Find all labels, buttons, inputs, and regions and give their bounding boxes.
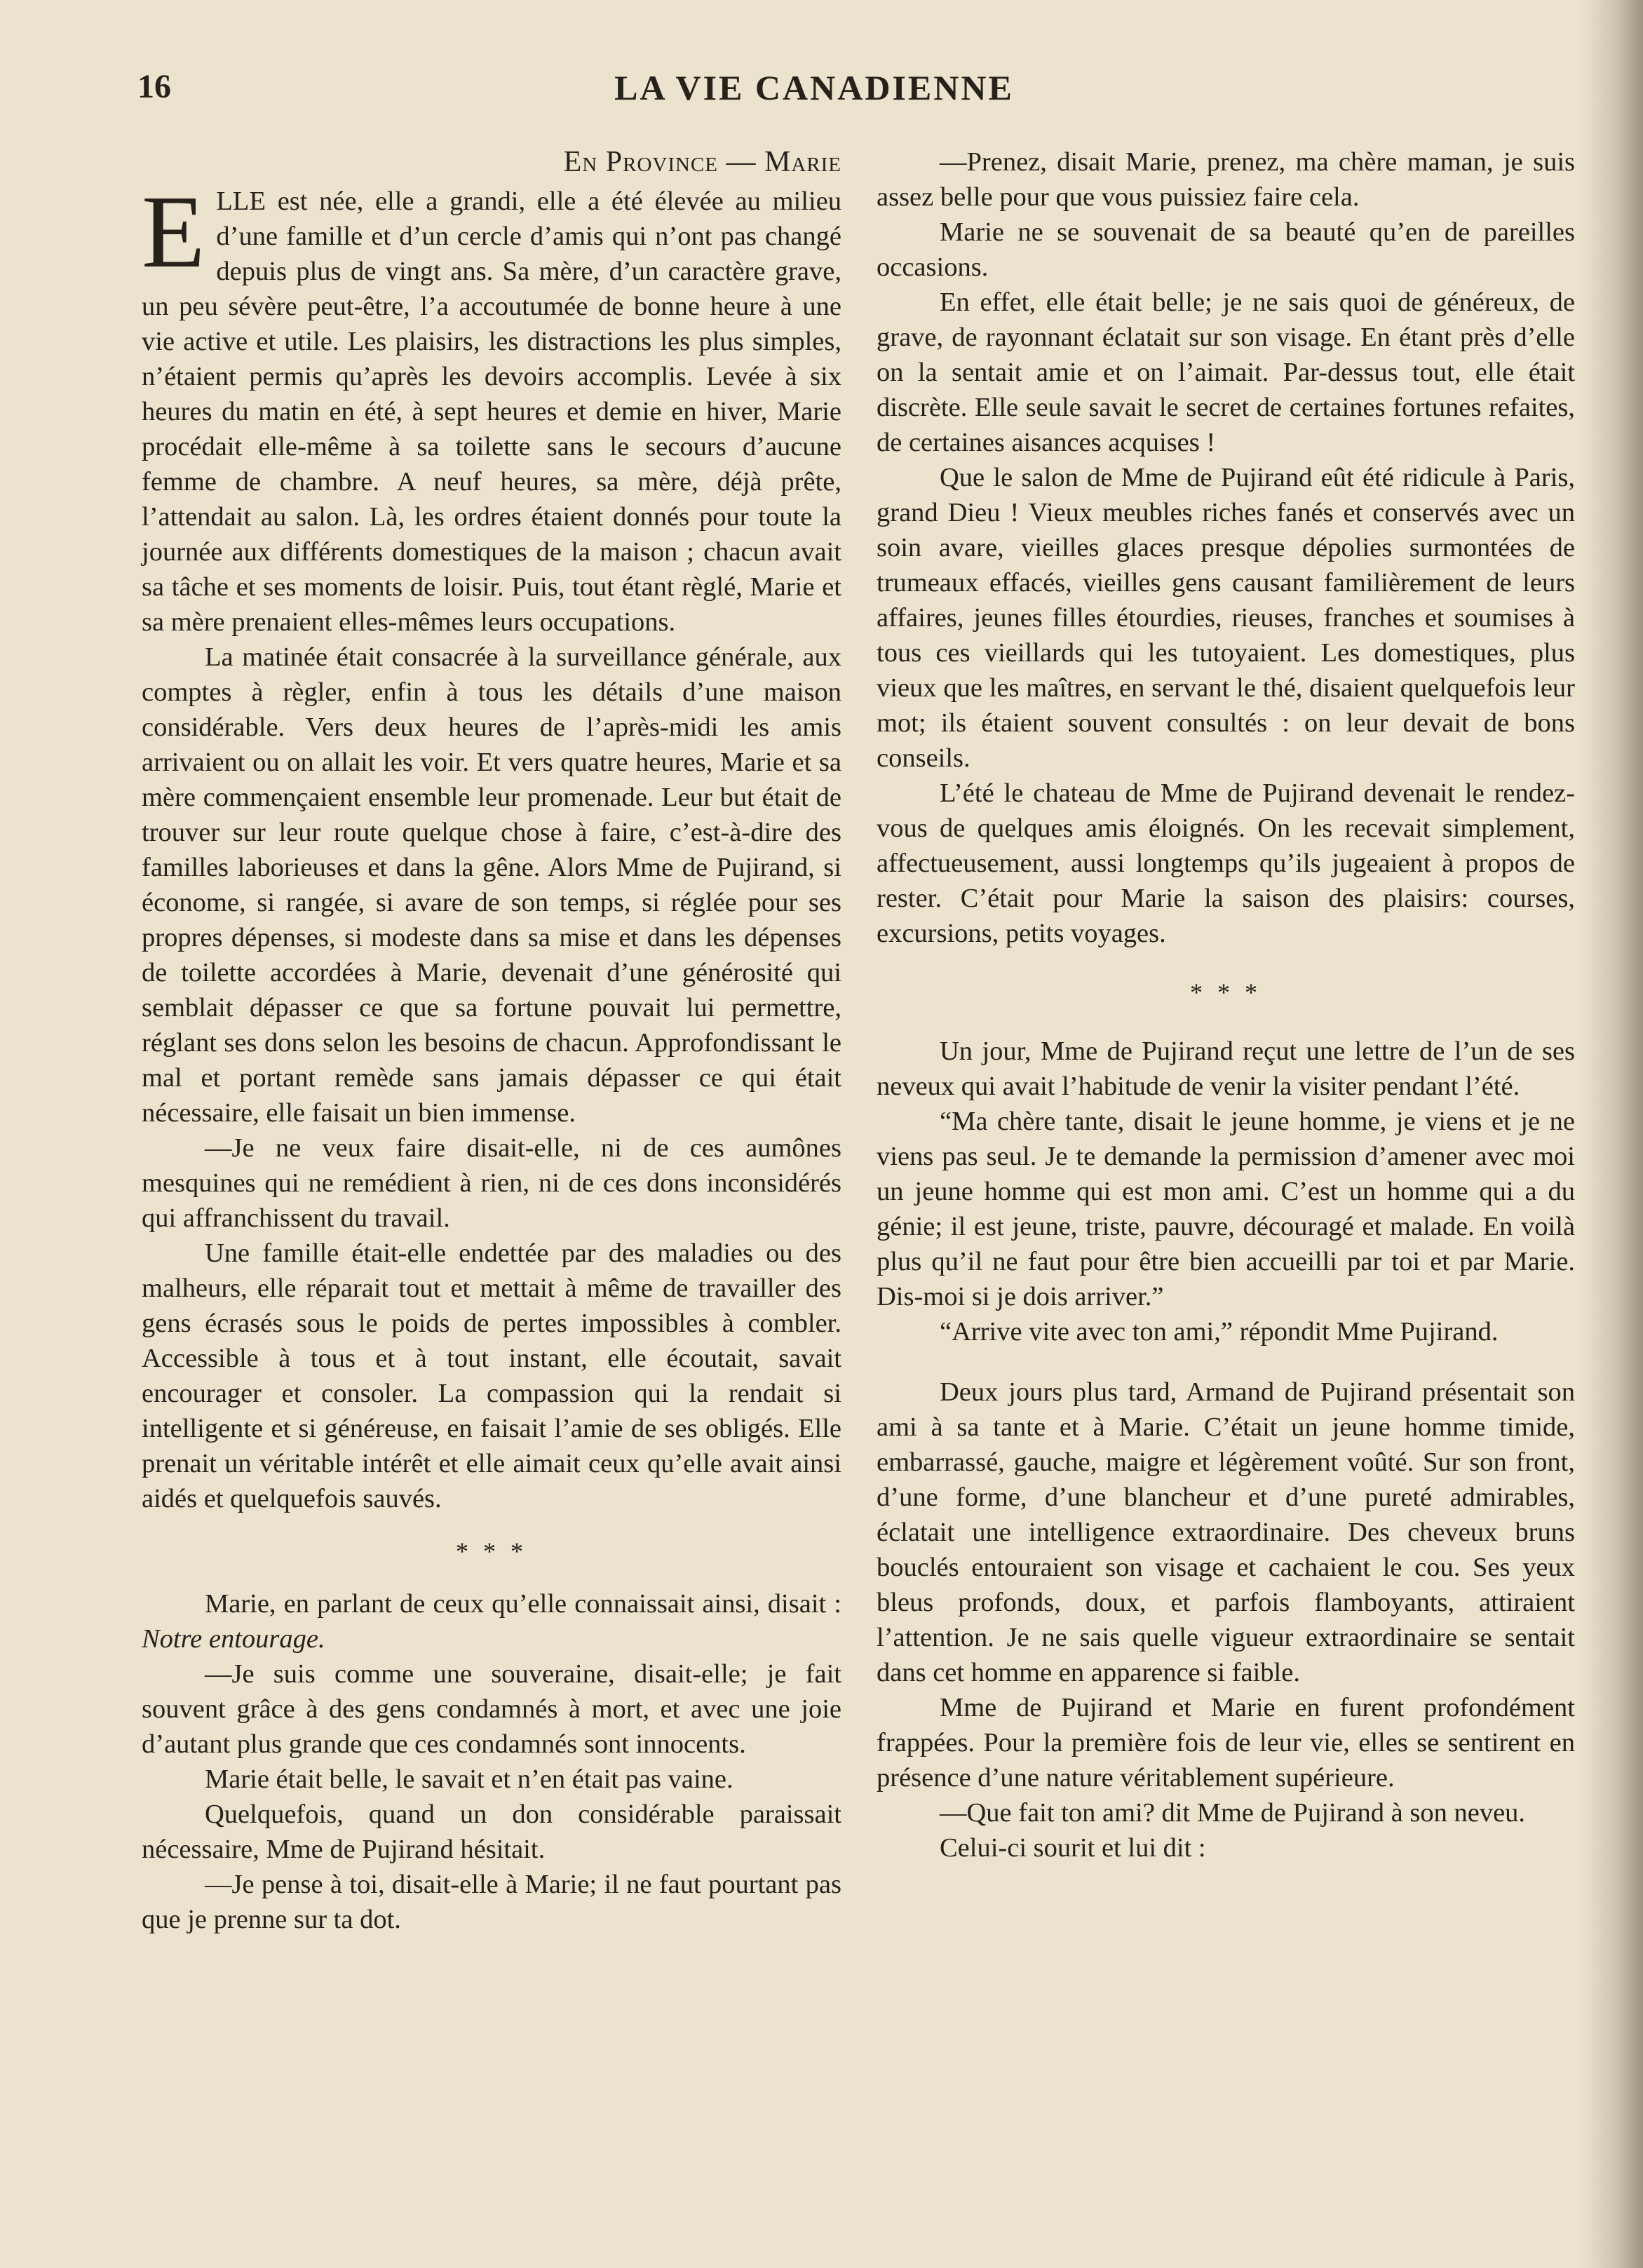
- paragraph: Marie ne se souvenait de sa beauté qu’en de pareilles occasions.: [877, 217, 1575, 282]
- paragraph: “Arrive vite avec ton ami,” répondit Mme Pujirand.: [940, 1317, 1499, 1346]
- left-column: [142, 144, 841, 1937]
- paragraph: L’été le chateau de Mme de Pujirand devenait le rendez-vous de quelques amis éloignés. On les recevait simplement, affectueusement, aussi longtemps qu’ils jugeaient à propos de rester. C’était pour Marie la saison des plaisirs: courses, excursions, petits voyages.: [877, 778, 1575, 948]
- paragraph: Marie était belle, le savait et n’en était pas vaine.: [205, 1764, 733, 1794]
- italic-phrase: Notre entourage.: [142, 1624, 325, 1654]
- opening-paragraph: [142, 175, 841, 640]
- drop-cap: E: [142, 175, 205, 290]
- section-separator: * * *: [456, 1537, 527, 1565]
- paragraph: —Je pense à toi, disait-elle à Marie; il ne faut pourtant pas que je prenne sur ta dot.: [142, 1870, 841, 1934]
- section-separator: * * *: [1190, 978, 1262, 1006]
- paragraph-text: Marie, en parlant de ceux qu’elle connaissait ainsi, disait :: [205, 1589, 841, 1619]
- opening-paragraph-text: LLE est née, elle a grandi, elle a été élevée au milieu d’une famille et d’un cercle d’amis qui n’ont pas changé depuis plus de vingt ans. Sa mère, d’un caractère grave, un peu sévère peut-être, l’a accoutumée de bonne heure à une vie active et utile. Les plaisirs, les distractions les plus simples, n’étaient permis qu’après les devoirs accomplis. Levée à six heures du matin en été, à sept heures et demie en hiver, Marie procédait elle-même à sa toilette sans le secours d’aucune femme de chambre. A neuf heures, sa mère, déjà prête, l’attendait au salon. Là, les ordres étaient donnés pour toute la journée aux différents domestiques de la maison ; chacun avait sa tâche et ses moments de loisir. Puis, tout étant règlé, Marie et sa mère prenaient elles-mêmes leurs occupations.: [142, 187, 841, 637]
- paragraph: Un jour, Mme de Pujirand reçut une lettre de l’un de ses neveux qui avait l’habitude de venir la visiter pendant l’été.: [877, 1037, 1575, 1101]
- paragraph: Mme de Pujirand et Marie en furent profondément frappées. Pour la première fois de leur vie, elles se sentirent en présence d’une nature véritablement supérieure.: [877, 1693, 1575, 1793]
- paragraph-gap: [877, 1349, 1575, 1375]
- paragraph: Que le salon de Mme de Pujirand eût été ridicule à Paris, grand Dieu ! Vieux meubles riches fanés et conservés avec un soin avare, vieilles glaces presque dépolies surmontées de trumeaux effacés, vieilles gens causant familièrement de leurs affaires, jeunes filles étourdies, rieuses, franches et soumises à tous ces vieillards qui les tutoyaient. Les domestiques, plus vieux que les maîtres, en servant le thé, disaient quelquefois leur mot; ils étaient souvent consultés : on leur devait de bons conseils.: [877, 463, 1575, 773]
- paragraph: Deux jours plus tard, Armand de Pujirand présentait son ami à sa tante et à Marie. C’était un jeune homme timide, embarrassé, gauche, maigre et légèrement voûté. Sur son front, d’une forme, d’une blancheur et d’une pureté admirables, éclatait une intelligence extraordinaire. Des cheveux bruns bouclés entouraient son visage et cachaient le cou. Ses yeux bleus profonds, doux, et parfois flamboyants, attiraient l’attention. Je ne sais quelle vigueur extraordinaire se sentait dans cet homme en apparence si faible.: [877, 1377, 1575, 1687]
- page-header: [137, 67, 1491, 116]
- paragraph: [142, 1586, 841, 1656]
- paragraph: Une famille était-elle endettée par des maladies ou des malheurs, elle réparait tout et mettait à même de travailler des gens écrasés sous le poids de pertes impossibles à combler. Accessible à tous et à tout instant, elle écoutait, savait encourager et consoler. La compassion qui la rendait si intelligente et si généreuse, en faisait l’amie de ses obligés. Elle prenait un véritable intérêt et elle aimait ceux qu’elle avait ainsi aidés et quelquefois sauvés.: [142, 1238, 841, 1513]
- paragraph: —Que fait ton ami? dit Mme de Pujirand à son neveu.: [940, 1798, 1526, 1828]
- paragraph: —Je suis comme une souveraine, disait-elle; je fait souvent grâce à des gens condamnés à mort, et avec une joie d’autant plus grande que ces condamnés sont innocents.: [142, 1659, 841, 1759]
- page-number: 16: [137, 68, 171, 105]
- paragraph: —Prenez, disait Marie, prenez, ma chère maman, je suis assez belle pour que vous puissiez faire cela.: [877, 147, 1575, 212]
- paragraph: “Ma chère tante, disait le jeune homme, je viens et je ne viens pas seul. Je te demande la permission d’amener avec moi un jeune homme qui est mon ami. C’est un homme qui a du génie; il est jeune, triste, pauvre, découragé et malade. En voilà plus qu’il ne faut pour être bien accueilli par toi et par Marie. Dis-moi si je dois arriver.”: [877, 1107, 1575, 1311]
- paragraph: —Je ne veux faire disait-elle, ni de ces aumônes mesquines qui ne remédient à rien, ni de ces dons inconsidérés qui affranchissent du travail.: [142, 1133, 841, 1233]
- running-title: LA VIE CANADIENNE: [614, 68, 1014, 107]
- paragraph: Quelquefois, quand un don considérable paraissait nécessaire, Mme de Pujirand hésitait.: [142, 1800, 841, 1864]
- paragraph: Celui-ci sourit et lui dit :: [940, 1833, 1206, 1863]
- right-column: [877, 144, 1575, 1865]
- section-title: En Province — Marie: [563, 146, 841, 178]
- paragraph: En effet, elle était belle; je ne sais quoi de généreux, de grave, de rayonnant éclatait sur son visage. En étant près d’elle on la sentait amie et on l’aimait. Par-dessus tout, elle était discrète. Elle seule savait le secret de certaines fortunes refaites, de certaines aisances acquises !: [877, 288, 1575, 457]
- paragraph: La matinée était consacrée à la surveillance générale, aux comptes à règler, enfin à tous les détails d’une maison considérable. Vers deux heures de l’après-midi les amis arrivaient ou on allait les voir. Et vers quatre heures, Marie et sa mère commençaient ensemble leur promenade. Leur but était de trouver sur leur route quelque chose à faire, c’est-à-dire des familles laborieuses et dans la gêne. Alors Mme de Pujirand, si économe, si rangée, si avare de son temps, si réglée pour ses propres dépenses, si modeste dans sa mise et dans les dépenses de toilette accordées à Marie, devenait d’une générosité qui semblait dépasser ce que sa fortune pouvait lui permettre, réglant ses dons selon les besoins de chacun. Approfondissant le mal et portant remède sans jamais dépasser ce qui était nécessaire, elle faisait un bien immense.: [142, 642, 841, 1128]
- page-edge-shadow: [1580, 0, 1643, 2268]
